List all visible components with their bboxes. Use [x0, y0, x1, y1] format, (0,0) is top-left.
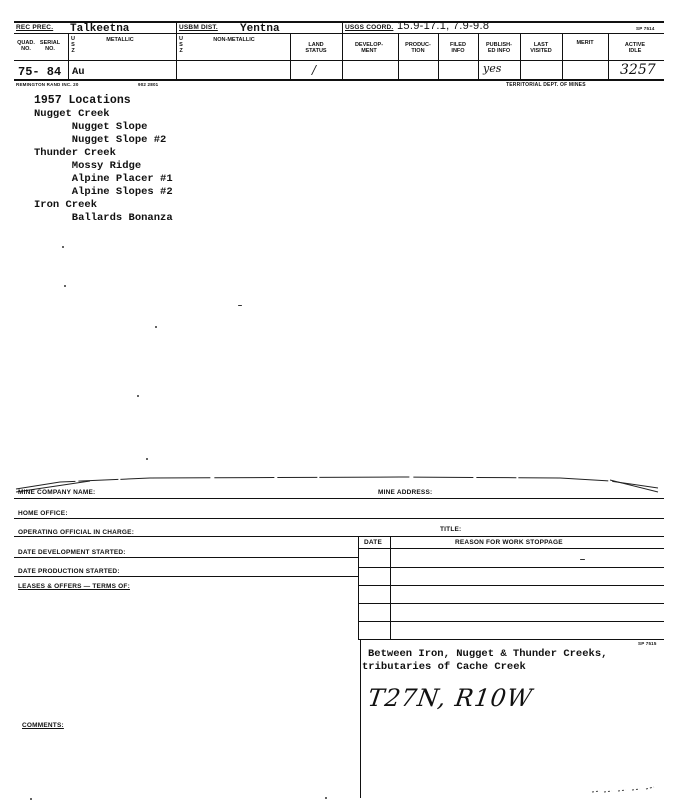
col-active-idle: ACTIVE IDLE	[624, 42, 646, 54]
usgs-coord-value: 15.9-17.1, 7.9-9.8	[397, 20, 490, 32]
scan-speck	[64, 285, 66, 287]
form-number-2: SP 7515	[638, 641, 657, 646]
location-line: Alpine Placer #1	[34, 173, 173, 185]
scan-speck	[30, 798, 32, 800]
stoppage-divider	[358, 536, 359, 640]
location-line: Ballards Bonanza	[34, 212, 173, 224]
divider-filed	[438, 33, 439, 79]
rec-prec-value: Talkeetna	[70, 23, 130, 35]
home-office-label: HOME OFFICE:	[18, 510, 68, 517]
col-quad: QUAD. NO.	[17, 40, 35, 52]
stoppage-rule-2	[358, 567, 664, 568]
corner-smudge	[590, 780, 670, 798]
quad-value: 75- 84	[18, 65, 62, 79]
scan-speck	[137, 395, 139, 397]
stoppage-rule-1	[358, 548, 664, 549]
location-line: Thunder Creek	[34, 147, 116, 159]
date-development-label: DATE DEVELOPMENT STARTED:	[18, 549, 126, 556]
usbm-dist-label: USBM DIST.	[179, 24, 218, 31]
rec-prec-label: REC PREC.	[16, 24, 54, 31]
col-non-metallic: NON-METALLIC	[213, 37, 255, 43]
lower-right-divider	[360, 640, 361, 798]
metallic-value: Au	[72, 66, 85, 78]
scan-speck	[62, 246, 64, 248]
land-status-value: /	[312, 63, 317, 77]
mine-company-label: MINE COMPANY NAME:	[18, 489, 96, 496]
col-usz-1: U S Z	[71, 36, 75, 54]
row-rule	[14, 79, 664, 81]
location-line: Alpine Slopes #2	[34, 186, 173, 198]
form-rule-2	[14, 518, 664, 519]
usgs-coord-label: USGS COORD.	[345, 24, 394, 31]
col-development: DEVELOP- MENT	[354, 42, 384, 54]
form-rule-3	[14, 536, 664, 537]
stoppage-rule-6	[358, 639, 664, 640]
scan-speck	[155, 326, 157, 328]
form-number: SP 7514	[636, 26, 655, 31]
col-filed-info: FILED INFO	[450, 42, 466, 54]
location-line: Iron Creek	[34, 199, 98, 211]
col-last-visited: LAST VISITED	[530, 42, 552, 54]
form-rule-1	[14, 498, 664, 499]
col-serial: SERIAL NO.	[39, 40, 61, 52]
comments-label: COMMENTS:	[22, 722, 64, 729]
divider-last	[520, 33, 521, 79]
stoppage-rule-4	[358, 603, 664, 604]
col-production: PRODUC- TION	[405, 42, 431, 54]
mine-address-label: MINE ADDRESS:	[378, 489, 433, 496]
date-production-label: DATE PRODUCTION STARTED:	[18, 568, 120, 575]
col-usz-2: U S Z	[179, 36, 183, 54]
stoppage-date-col	[390, 536, 391, 640]
locations-list	[34, 95, 173, 225]
form-rule-4	[14, 557, 358, 558]
department-label: TERRITORIAL DEPT. OF MINES	[506, 82, 586, 88]
divider-land	[290, 33, 291, 79]
scan-speck	[580, 559, 585, 560]
printer-codes: 902 2801	[138, 82, 159, 87]
operating-official-label: OPERATING OFFICIAL IN CHARGE:	[18, 529, 135, 536]
divider-prod	[398, 33, 399, 79]
location-line: Nugget Slope #2	[34, 134, 167, 146]
col-merit: MERIT	[576, 40, 594, 46]
location-line: Mossy Ridge	[34, 160, 142, 172]
col-metallic: METALLIC	[106, 37, 134, 43]
scan-speck	[146, 458, 148, 460]
title-label: TITLE:	[440, 526, 462, 533]
usbm-dist-value: Yentna	[240, 23, 280, 35]
col-published-info: PUBLISH- ED INFO	[486, 42, 512, 54]
form-rule-5	[14, 576, 358, 577]
location-line: Nugget Slope	[34, 121, 148, 133]
divider-publ	[478, 33, 479, 79]
location-line: 1957 Locations	[34, 94, 131, 107]
remarks-line-1: Between Iron, Nugget & Thunder Creeks,	[368, 648, 608, 660]
township-handwritten: T27N, R10W	[366, 684, 535, 712]
printer-line: REMINGTON RAND INC. 20	[16, 82, 79, 87]
stoppage-rule-5	[358, 621, 664, 622]
location-line: Nugget Creek	[34, 108, 110, 120]
divider-active	[608, 33, 609, 79]
scan-speck	[238, 305, 242, 306]
active-idle-value: 3257	[620, 62, 656, 78]
scan-speck	[325, 797, 327, 799]
torn-edge-lines	[0, 472, 678, 494]
divider-usgs	[342, 21, 343, 79]
stoppage-rule-3	[358, 585, 664, 586]
leases-label: LEASES & OFFERS — TERMS OF:	[18, 583, 130, 590]
date-col-label: DATE	[364, 539, 383, 546]
published-value: yes	[483, 62, 502, 75]
reason-col-label: REASON FOR WORK STOPPAGE	[455, 539, 563, 546]
header-rule-3	[14, 60, 664, 61]
col-land-status: LAND STATUS	[305, 42, 327, 54]
remarks-line-2: tributaries of Cache Creek	[362, 661, 526, 673]
